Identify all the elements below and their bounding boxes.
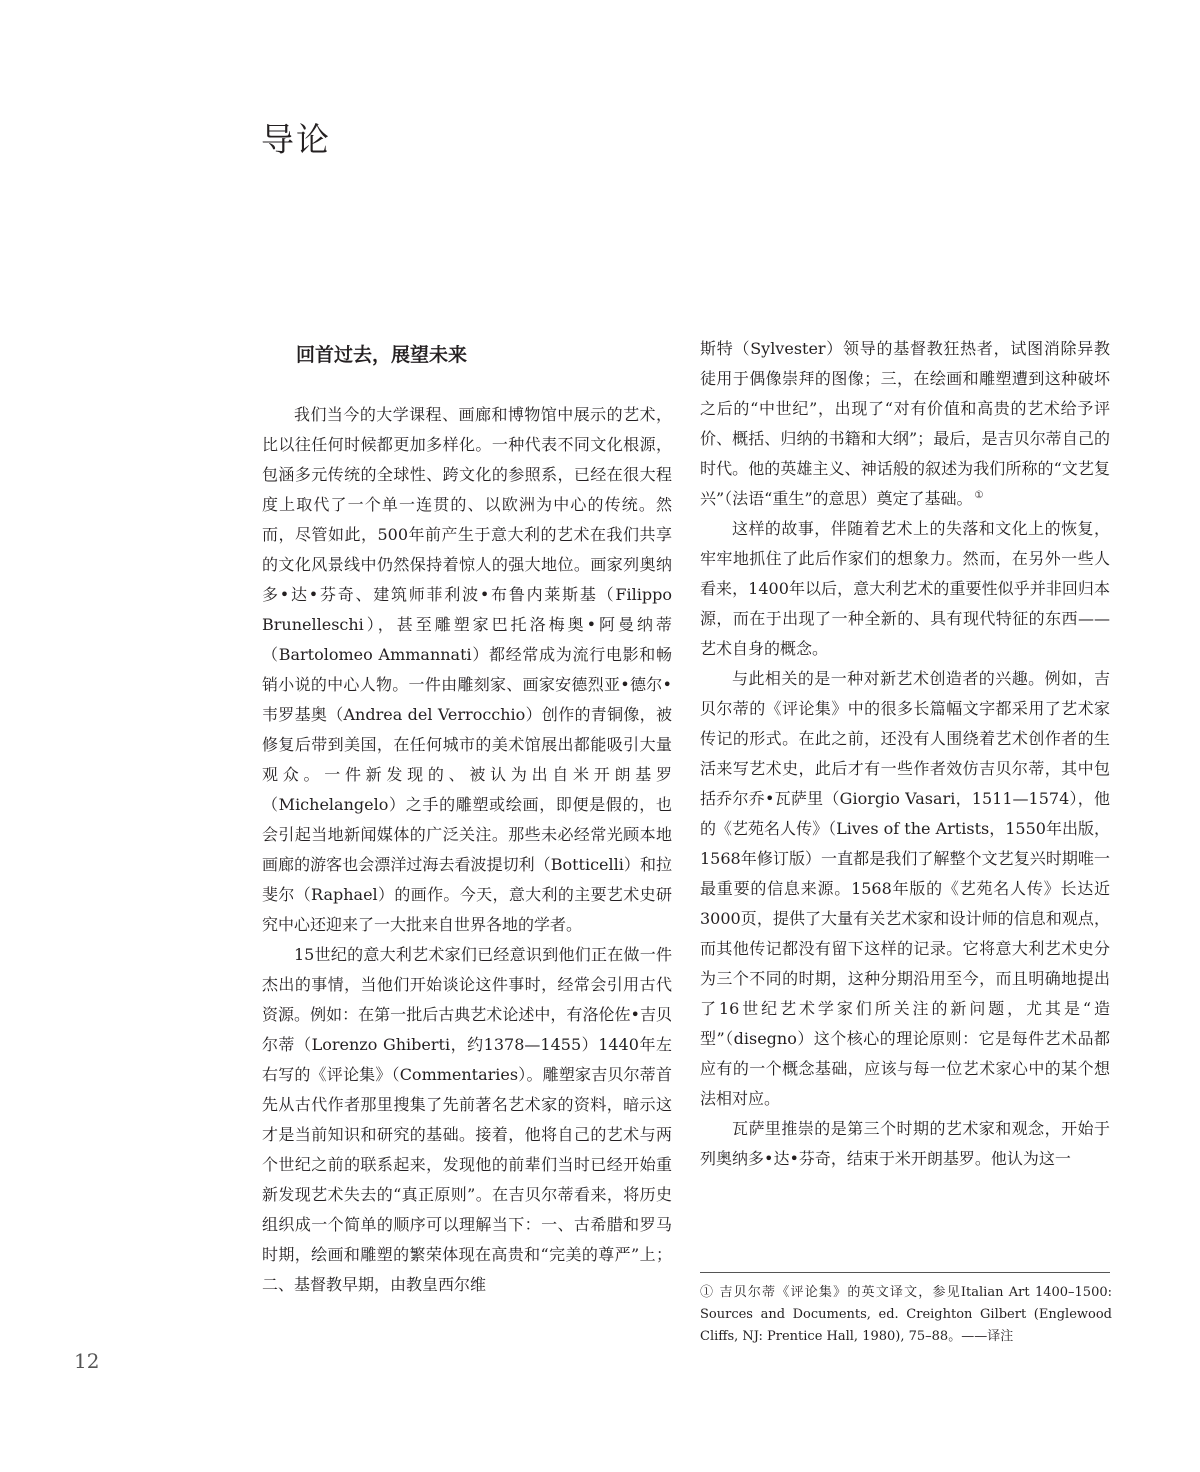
footnote-divider: [700, 1272, 1110, 1273]
body-paragraph: 我们当今的大学课程、画廊和博物馆中展示的艺术，比以往任何时候都更加多样化。一种代表不同文化根源，包涵多元传统的全球性、跨文化的参照系，已经在很大程度上取代了一个单一连贯的、以欧洲为中心的传统。然而，尽管如此，500年前产生于意大利的艺术在我们共享的文化风景线中仍然保持着惊人的强大地位。画家列奥纳多•达•芬奇、建筑师菲利波•布鲁内莱斯基（Filippo Brunelleschi），甚至雕塑家巴托洛梅奥•阿曼纳蒂（Bartolomeo Ammannati）都经常成为流行电影和畅销小说的中心人物。一件由雕刻家、画家安德烈亚•德尔•韦罗基奥（Andrea del Verrocchio）创作的青铜像，被修复后带到美国，在任何城市的美术馆展出都能吸引大量观众。一件新发现的、被认为出自米开朗基罗（Michelangelo）之手的雕塑或绘画，即便是假的，也会引起当地新闻媒体的广泛关注。那些未必经常光顾本地画廊的游客也会漂洋过海去看波提切利（Botticelli）和拉斐尔（Raphael）的画作。今天，意大利的主要艺术史研究中心还迎来了一大批来自世界各地的学者。: [262, 405, 672, 934]
page-number: 12: [74, 1349, 100, 1373]
body-paragraph: 与此相关的是一种对新艺术创造者的兴趣。例如，吉贝尔蒂的《评论集》中的很多长篇幅文字都采用了艺术家传记的形式。在此之前，还没有人围绕着艺术创作者的生活来写艺术史，此后才有一些作者效仿吉贝尔蒂，其中包括乔尔乔•瓦萨里（Giorgio Vasari，1511—1574），他的《艺苑名人传》（Lives of the Artists，1550年出版，1568年修订版）一直都是我们了解整个文艺复兴时期唯一最重要的信息来源。1568年版的《艺苑名人传》长达近3000页，提供了大量有关艺术家和设计师的信息和观点，而其他传记都没有留下这样的记录。它将意大利艺术史分为三个不同的时期，这种分期沿用至今，而且明确地提出了16世纪艺术学家们所关注的新问题，尤其是“造型”（disegno）这个核心的理论原则：它是每件艺术品都应有的一个概念基础，应该与每一位艺术家心中的某个想法相对应。: [700, 669, 1110, 1108]
left-column: [262, 334, 672, 1300]
footnote: ① 吉贝尔蒂《评论集》的英文译文，参见Italian Art 1400–1500: Sources and Documents, ed. Creighton Gilbert (Englewood Cliffs, NJ: Prentice Hall, 1980), 75–88。——译注: [700, 1285, 1112, 1344]
section-heading: 回首过去，展望未来: [296, 344, 468, 366]
footnote-reference[interactable]: ①: [974, 489, 984, 501]
body-paragraph: 15世纪的意大利艺术家们已经意识到他们正在做一件杰出的事情，当他们开始谈论这件事时，经常会引用古代资源。例如：在第一批后古典艺术论述中，有洛伦佐•吉贝尔蒂（Lorenzo Ghiberti，约1378—1455）1440年左右写的《评论集》（Commentaries）。雕塑家吉贝尔蒂首先从古代作者那里搜集了先前著名艺术家的资料，暗示这才是当前知识和研究的基础。接着，他将自己的艺术与两个世纪之前的联系起来，发现他的前辈们当时已经开始重新发现艺术失去的“真正原则”。在吉贝尔蒂看来，将历史组织成一个简单的顺序可以理解当下：一、古希腊和罗马时期，绘画和雕塑的繁荣体现在高贵和“完美的尊严”上；二、基督教早期，由教皇西尔维: [262, 945, 672, 1294]
chapter-title: 导论: [261, 120, 331, 159]
right-column: [700, 334, 1110, 1174]
body-paragraph: 这样的故事，伴随着艺术上的失落和文化上的恢复，牢牢地抓住了此后作家们的想象力。然而，在另外一些人看来，1400年以后，意大利艺术的重要性似乎并非回归本源，而在于出现了一种全新的、具有现代特征的东西——艺术自身的概念。: [700, 519, 1110, 658]
body-paragraph: 瓦萨里推崇的是第三个时期的艺术家和观念，开始于列奥纳多•达•芬奇，结束于米开朗基罗。他认为这一: [700, 1119, 1110, 1168]
continued-text: 斯特（Sylvester）领导的基督教狂热者，试图消除异教徒用于偶像崇拜的图像；三，在绘画和雕塑遭到这种破坏之后的“中世纪”，出现了“对有价值和高贵的艺术给予评价、概括、归纳的书籍和大纲”；最后，是吉贝尔蒂自己的时代。他的英雄主义、神话般的叙述为我们所称的“文艺复兴”（法语“重生”的意思）奠定了基础。: [700, 339, 1110, 508]
body-paragraph-continued: [700, 334, 1110, 514]
